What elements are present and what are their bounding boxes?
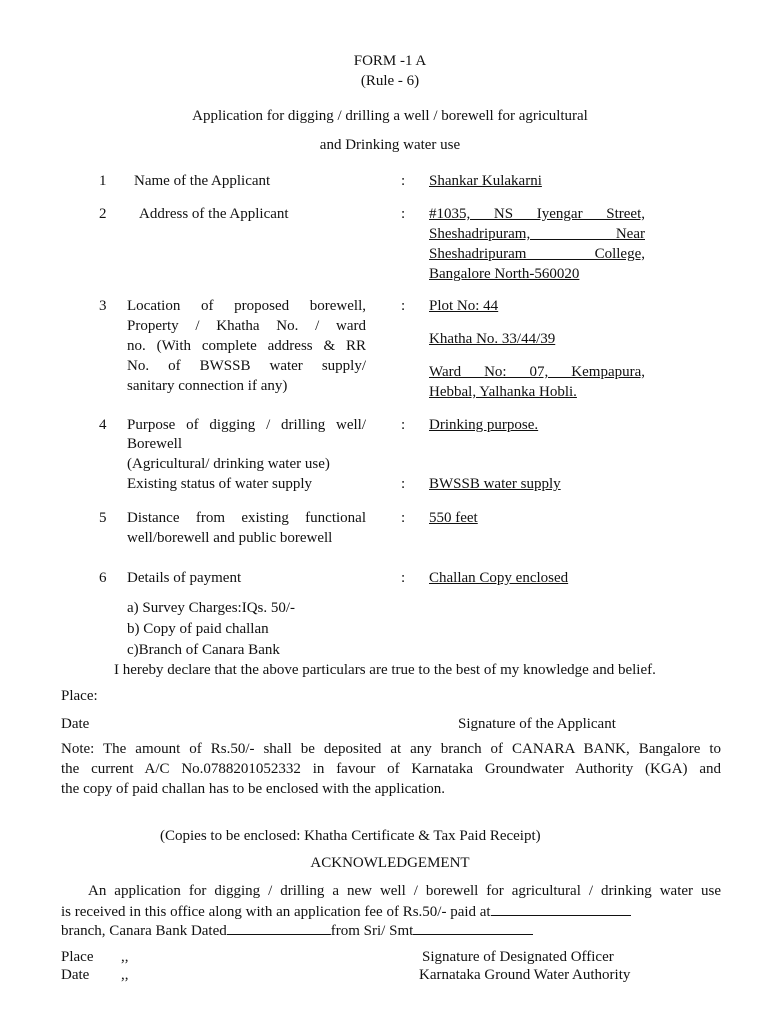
- item-number: 4: [99, 417, 107, 433]
- item-number: 1: [99, 173, 107, 189]
- separator-colon: :: [401, 206, 406, 222]
- address-value-line: #1035, NS Iyengar Street,: [429, 206, 645, 222]
- water-supply-status-value: BWSSB water supply: [429, 476, 561, 492]
- separator-colon: :: [401, 510, 406, 526]
- item-label-line: Distance from existing functional: [127, 510, 366, 526]
- item-label-line: well/borewell and public borewell: [127, 530, 333, 546]
- officer-signature-label: Signature of Designated Officer: [422, 949, 614, 965]
- bank-branch-blank[interactable]: [491, 901, 631, 916]
- ward-value-line: Ward No: 07, Kempapura,: [429, 364, 645, 380]
- ack-place-dots: ,,: [121, 949, 129, 965]
- separator-colon: :: [401, 476, 406, 492]
- ack-text-line-2: [61, 901, 631, 922]
- khatha-number-value: Khatha No. 33/44/39: [429, 331, 556, 347]
- ack-date-label: Date: [61, 967, 90, 983]
- item-label: Name of the Applicant: [134, 173, 271, 189]
- date-label: Date: [61, 716, 90, 732]
- item-number: 3: [99, 298, 107, 314]
- distance-value: 550 feet: [429, 510, 478, 526]
- item-label-line: Purpose of digging / drilling well/: [127, 417, 366, 433]
- authority-name: Karnataka Ground Water Authority: [419, 967, 631, 983]
- separator-colon: :: [401, 173, 406, 189]
- item-label-line: no. (With complete address & RR: [127, 338, 366, 354]
- item-label-line: Existing status of water supply: [127, 476, 312, 492]
- applicant-name-blank[interactable]: [413, 920, 533, 935]
- application-title-line-2: and Drinking water use: [319, 137, 461, 153]
- place-label: Place:: [61, 688, 98, 704]
- ward-value-line: Hebbal, Yalhanka Hobli.: [429, 384, 577, 400]
- ack-text-line-2-text: is received in this office along with an application fee of Rs.50/- paid at: [61, 904, 491, 920]
- item-label-line: Borewell: [127, 436, 182, 452]
- item-number: 5: [99, 510, 107, 526]
- item-label-line: sanitary connection if any): [127, 378, 288, 394]
- separator-colon: :: [401, 417, 406, 433]
- item-label-line: Location of proposed borewell,: [127, 298, 366, 314]
- purpose-value: Drinking purpose.: [429, 417, 539, 433]
- separator-colon: :: [401, 570, 406, 586]
- acknowledgement-title: ACKNOWLEDGEMENT: [310, 855, 470, 871]
- item-label: Details of payment: [127, 570, 242, 586]
- separator-colon: :: [401, 298, 406, 314]
- item-label-line: No. of BWSSB water supply/: [127, 358, 366, 374]
- rule-reference: (Rule - 6): [360, 73, 420, 89]
- plot-number-value: Plot No: 44: [429, 298, 499, 314]
- note-line: Note: The amount of Rs.50/- shall be deposited at any branch of CANARA BANK, Bangalore to: [61, 741, 721, 757]
- address-value-line: Sheshadripuram, Near: [429, 226, 645, 242]
- form-title: FORM -1 A: [353, 53, 427, 69]
- ack-date-dots: ,,: [121, 967, 129, 983]
- item-label-line: (Agricultural/ drinking water use): [127, 456, 330, 472]
- item-number: 2: [99, 206, 107, 222]
- payment-sub-item: b) Copy of paid challan: [127, 621, 269, 637]
- item-label-line: Property / Khatha No. / ward: [127, 318, 366, 334]
- declaration-text: I hereby declare that the above particulars are true to the best of my knowledge and belief.: [114, 662, 656, 678]
- item-label: Address of the Applicant: [139, 206, 289, 222]
- address-value-line: Sheshadripuram College,: [429, 246, 645, 262]
- ack-branch-text: branch, Canara Bank Dated: [61, 923, 227, 939]
- applicant-signature-label: Signature of the Applicant: [458, 716, 616, 732]
- payment-value: Challan Copy enclosed: [429, 570, 569, 586]
- ack-text-line-1: An application for digging / drilling a new well / borewell for agricultural / drinking water use: [88, 883, 721, 899]
- address-value-line: Bangalore North-560020: [429, 266, 580, 282]
- payment-sub-item: a) Survey Charges:IQs. 50/-: [127, 600, 296, 616]
- date-blank[interactable]: [227, 920, 331, 935]
- item-number: 6: [99, 570, 107, 586]
- note-line: the current A/C No.0788201052332 in favour of Karnataka Groundwater Authority (KGA) and: [61, 761, 721, 777]
- application-title-line-1: Application for digging / drilling a well / borewell for agricultural: [192, 108, 588, 124]
- note-line: the copy of paid challan has to be enclosed with the application.: [61, 781, 446, 797]
- payment-sub-item: c)Branch of Canara Bank: [127, 642, 280, 658]
- applicant-name-value: Shankar Kulakarni: [429, 173, 542, 189]
- ack-text-line-3: [61, 920, 533, 941]
- ack-from-text: from Sri/ Smt: [330, 923, 414, 939]
- copies-note: (Copies to be enclosed: Khatha Certificate & Tax Paid Receipt): [160, 828, 541, 844]
- ack-place-label: Place: [61, 949, 94, 965]
